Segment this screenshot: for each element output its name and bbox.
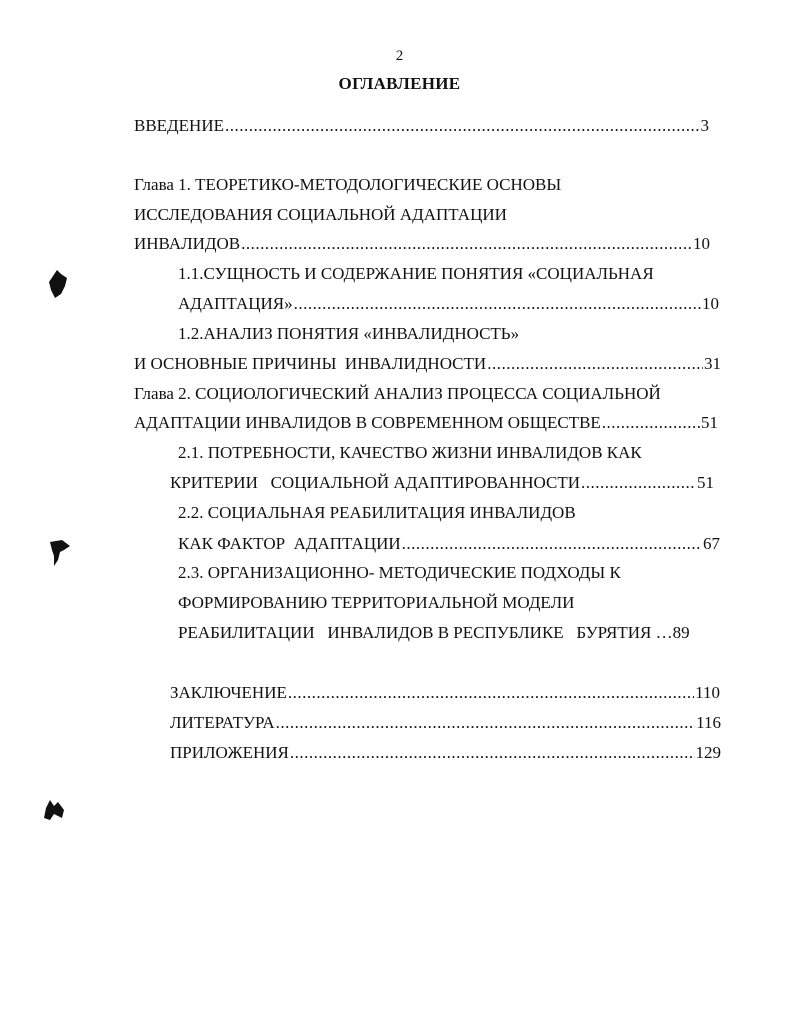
toc-entry-text: КАК ФАКТОР АДАПТАЦИИ [178, 534, 401, 553]
scan-mark-icon [47, 268, 71, 300]
toc-page-number: 67 [703, 534, 720, 553]
toc-chapter2-line1: Глава 2. СОЦИОЛОГИЧЕСКИЙ АНАЛИЗ ПРОЦЕССА СОЦИАЛЬНОЙ [134, 384, 661, 403]
toc-section-2-3-line2: ФОРМИРОВАНИЮ ТЕРРИТОРИАЛЬНОЙ МОДЕЛИ [178, 593, 575, 612]
scan-mark-icon [48, 538, 72, 568]
toc-section-2-2-line1: 2.2. СОЦИАЛЬНАЯ РЕАБИЛИТАЦИЯ ИНВАЛИДОВ [178, 503, 576, 522]
toc-page-number: 110 [695, 683, 720, 702]
toc-entry-text: ПРИЛОЖЕНИЯ [170, 743, 289, 762]
toc-page-number: 3 [700, 116, 709, 135]
toc-entry-section-1-1 [178, 294, 719, 314]
dot-leader [290, 743, 695, 763]
toc-page-number: 31 [704, 354, 721, 373]
toc-page-number: 89 [672, 623, 690, 642]
toc-entry-text: АДАПТАЦИЯ» [178, 294, 293, 313]
dot-leader [276, 713, 696, 733]
toc-entry-section-2-3 [178, 623, 715, 643]
toc-entry-intro [134, 116, 709, 136]
toc-entry-text: РЕАБИЛИТАЦИИ ИНВАЛИДОВ В РЕСПУБЛИКЕ БУРЯТИЯ … [178, 623, 673, 642]
toc-entry-appendices [170, 743, 721, 763]
toc-entry-section-1-2 [134, 354, 721, 374]
toc-entry-chapter2 [134, 413, 718, 433]
toc-entry-section-2-2 [178, 534, 720, 554]
toc-page-number: 10 [693, 234, 710, 253]
dot-leader [487, 354, 703, 374]
toc-entry-chapter1 [134, 234, 710, 254]
toc-chapter1-line1: Глава 1. ТЕОРЕТИКО-МЕТОДОЛОГИЧЕСКИЕ ОСНОВЫ [134, 175, 562, 194]
toc-page-number: 51 [697, 473, 714, 492]
dot-leader [288, 683, 694, 703]
dot-leader [581, 473, 696, 493]
toc-section-1-1-line1: 1.1.СУЩНОСТЬ И СОДЕРЖАНИЕ ПОНЯТИЯ «СОЦИАЛЬНАЯ [178, 264, 654, 283]
toc-entry-text: ВВЕДЕНИЕ [134, 116, 224, 135]
toc-entry-text: КРИТЕРИИ СОЦИАЛЬНОЙ АДАПТИРОВАННОСТИ [170, 473, 581, 492]
toc-entry-text: ИНВАЛИДОВ [134, 234, 241, 253]
toc-section-2-1-line1: 2.1. ПОТРЕБНОСТИ, КАЧЕСТВО ЖИЗНИ ИНВАЛИДОВ КАК [178, 443, 642, 462]
toc-entry-literature [170, 713, 721, 733]
page-number: 2 [395, 48, 404, 64]
page-title: ОГЛАВЛЕНИЕ [338, 74, 461, 93]
toc-entry-text: ЗАКЛЮЧЕНИЕ [170, 683, 287, 702]
toc-page-number: 51 [701, 413, 718, 432]
toc-page-number: 10 [702, 294, 719, 313]
toc-entry-text: АДАПТАЦИИ ИНВАЛИДОВ В СОВРЕМЕННОМ ОБЩЕСТВЕ [134, 413, 601, 432]
toc-page-number: 129 [695, 743, 721, 762]
dot-leader [294, 294, 701, 314]
toc-section-2-3-line1: 2.3. ОРГАНИЗАЦИОННО- МЕТОДИЧЕСКИЕ ПОДХОДЫ К [178, 563, 621, 582]
toc-entry-conclusion [170, 683, 720, 703]
dot-leader [241, 234, 692, 254]
dot-leader [402, 534, 702, 554]
toc-entry-section-2-1 [170, 473, 714, 493]
dot-leader [602, 413, 700, 433]
toc-page-number: 116 [696, 713, 721, 732]
toc-section-1-2-line1: 1.2.АНАЛИЗ ПОНЯТИЯ «ИНВАЛИДНОСТЬ» [178, 324, 520, 343]
toc-entry-text: ЛИТЕРАТУРА [170, 713, 275, 732]
dot-leader [225, 116, 700, 136]
toc-entry-text: И ОСНОВНЫЕ ПРИЧИНЫ ИНВАЛИДНОСТИ [134, 354, 487, 373]
toc-chapter1-line2: ИССЛЕДОВАНИЯ СОЦИАЛЬНОЙ АДАПТАЦИИ [134, 205, 507, 224]
scan-mark-icon [40, 796, 68, 822]
